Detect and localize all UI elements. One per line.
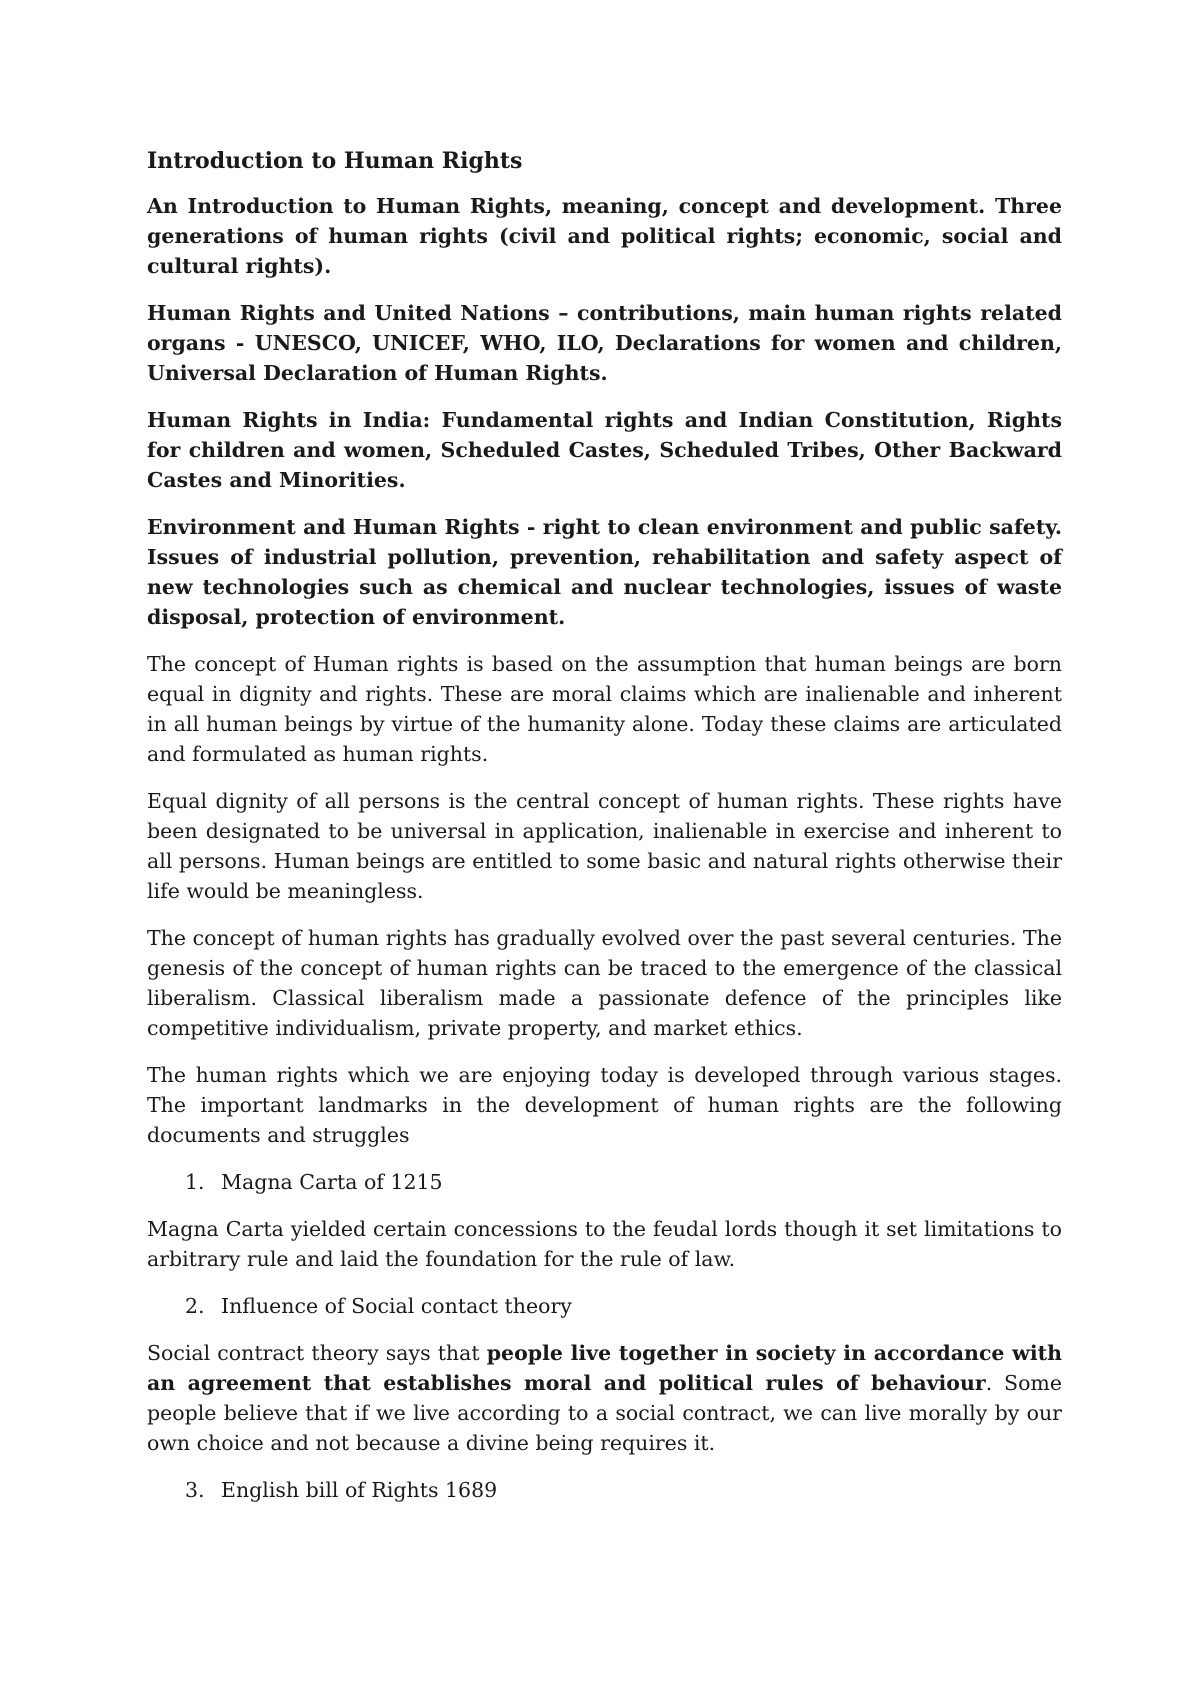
syllabus-unit-1: An Introduction to Human Rights, meaning, concept and development. Three generations of human rights (civil and political rights; economic, social and cultural rights).	[147, 194, 1062, 278]
list-item	[185, 1475, 1062, 1505]
list-number: 2.	[185, 1294, 205, 1318]
list-item-text: Influence of Social contact theory	[221, 1294, 572, 1318]
body-paragraph: The human rights which we are enjoying today is developed through various stages. The important landmarks in the development of human rights are the following documents and struggles	[147, 1063, 1062, 1147]
magna-carta-paragraph: Magna Carta yielded certain concessions to the feudal lords though it set limitations to arbitrary rule and laid the foundation for the rule of law.	[147, 1217, 1062, 1271]
list-item	[185, 1167, 1062, 1197]
syllabus-unit-3: Human Rights in India: Fundamental rights and Indian Constitution, Rights for children and women, Scheduled Castes, Scheduled Tribes, Other Backward Castes and Minorities.	[147, 408, 1062, 492]
list-number: 3.	[185, 1478, 205, 1502]
body-paragraph: The concept of human rights has gradually evolved over the past several centuries. The genesis of the concept of human rights can be traced to the emergence of the classical liberalism. Classical liberalism made a passionate defence of the principles like competitive individualism, private property, and market ethics.	[147, 926, 1062, 1040]
body-paragraph: Equal dignity of all persons is the central concept of human rights. These rights have been designated to be universal in application, inalienable in exercise and inherent to all persons. Human beings are entitled to some basic and natural rights otherwise their life would be meaningless.	[147, 789, 1062, 903]
social-contract-prefix: Social contract theory says that	[147, 1341, 487, 1365]
list-number: 1.	[185, 1170, 205, 1194]
document-title: Introduction to Human Rights	[147, 148, 523, 174]
syllabus-unit-4: Environment and Human Rights - right to clean environment and public safety. Issues of industrial pollution, prevention, rehabilitation and safety aspect of new technologies such as chemical and nuclear technologies, issues of waste disposal, protection of environment.	[147, 515, 1062, 629]
syllabus-unit-2: Human Rights and United Nations – contributions, main human rights related organs - UNESCO, UNICEF, WHO, ILO, Declarations for women and children, Universal Declaration of Human Rights.	[147, 301, 1062, 385]
social-contract-bold: people live together in society in accordance with an agreement that establishes moral and political rules of behaviour	[147, 1341, 1062, 1395]
list-item-text: Magna Carta of 1215	[221, 1170, 443, 1194]
list-item	[185, 1291, 1062, 1321]
body-paragraph: The concept of Human rights is based on the assumption that human beings are born equal in dignity and rights. These are moral claims which are inalienable and inherent in all human beings by virtue of the humanity alone. Today these claims are articulated and formulated as human rights.	[147, 652, 1062, 766]
social-contract-paragraph	[147, 1338, 1062, 1458]
list-item-text: English bill of Rights 1689	[221, 1478, 498, 1502]
document-page	[147, 146, 1062, 1522]
social-contract-suffix: . Some people believe that if we live according to a social contract, we can live morally by our own choice and not because a divine being requires it.	[147, 1371, 1062, 1455]
